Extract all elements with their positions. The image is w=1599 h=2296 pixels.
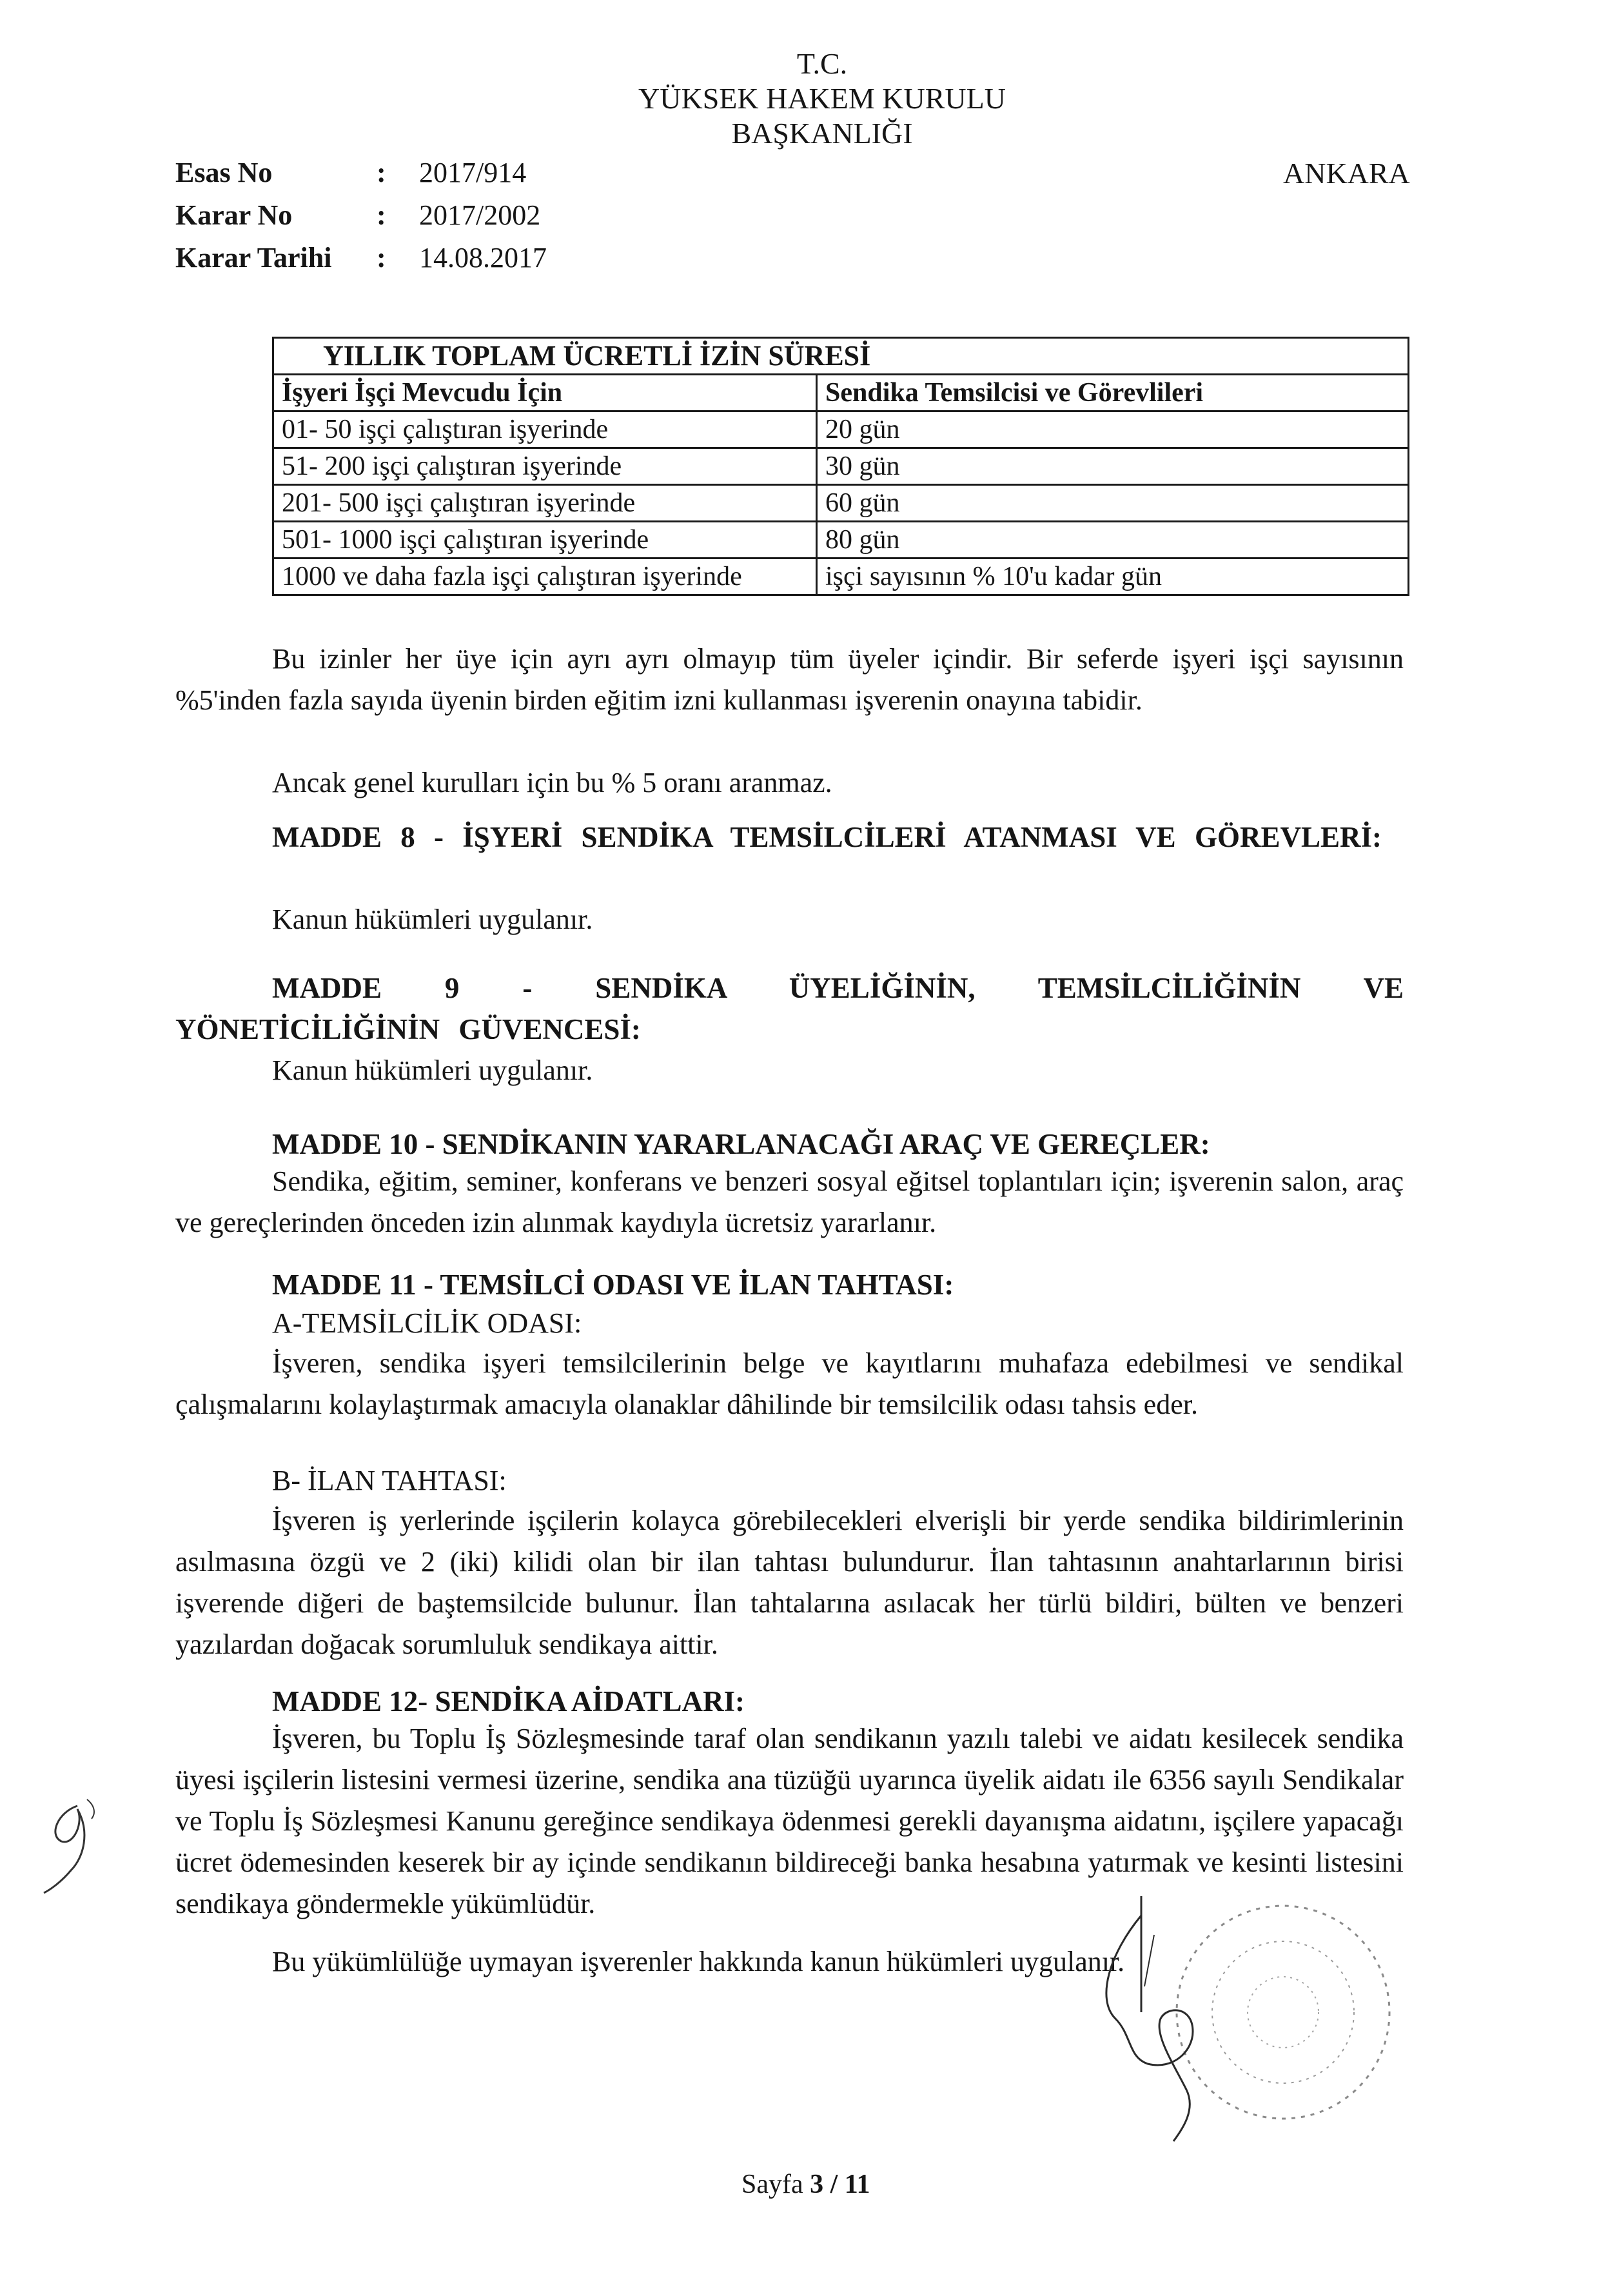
leave-duration-table [272,337,1409,596]
colon: : [377,199,386,231]
table-title-row [273,338,1409,375]
row-days: işçi sayısının % 10'u kadar gün [817,559,1409,595]
madde11-a-title: A-TEMSİLCİLİK ODASI: [272,1307,582,1339]
colon: : [377,157,386,188]
case-metadata [175,152,547,279]
row-range: 01- 50 işçi çalıştıran işyerinde [273,411,817,448]
row-days: 30 gün [817,448,1409,485]
table-header-row [273,375,1409,411]
madde10-text: Sendika, eğitim, seminer, konferans ve benzeri sosyal eğitsel toplantıları için; işverenin salon, araç ve gereçlerinden önceden izin alınmak kaydıyla ücretsiz yararlanır. [175,1165,1404,1238]
col1-header: İşyeri İşçi Mevcudu İçin [273,375,817,411]
madde11-a-text: İşveren, sendika işyeri temsilcilerinin belge ve kayıtlarını muhafaza edebilmesi ve sendikal çalışmalarını kolaylaştırmak amacıyla olanaklar dâhilinde bir temsilcilik odası tahsis eder. [175,1347,1404,1420]
karar-row [175,194,547,237]
tarih-row [175,237,547,279]
header-tc: T.C. [796,47,848,80]
header-office: BAŞKANLIĞI [731,117,913,150]
table-row [273,522,1409,559]
madde12-text: İşveren, bu Toplu İş Sözleşmesinde taraf olan sendikanın yazılı talebi ve aidatı kesilecek sendika üyesi işçilerin listesini vermesi üzerine, sendika ana tüzüğü uyarınca üyelik aidatı ile 6356 sayılı Sendikalar ve Toplu İş Sözleşmesi Kanunu gereğince sendikaya ödenmesi gerekli dayanışma aidatını, işçilere yapacağı ücret ödemesinden keserek bir ay içinde sendikanın bildireceği banka hesabına yatırmak ve kesinti listesini sendikaya göndermekle yükümlüdür. [175,1723,1404,1919]
karar-value: 2017/2002 [419,199,541,231]
madde8-text: Kanun hükümleri uygulanır. [272,904,593,935]
header-org: YÜKSEK HAKEM KURULU [638,82,1006,115]
madde12-title: MADDE 12- SENDİKA AİDATLARI: [272,1685,745,1717]
margin-initial-mark [32,1786,103,1896]
row-days: 80 gün [817,522,1409,559]
page-footer [741,2168,870,2201]
madde11-title: MADDE 11 - TEMSİLCİ ODASI VE İLAN TAHTASI: [272,1269,954,1301]
madde11-b-text: İşveren iş yerlerinde işçilerin kolayca görebilecekleri elverişli bir yerde sendika bildirimlerinin asılmasına özgü ve 2 (iki) kilidi olan bir ilan tahtası bulundurur. İlan tahtasının anahtarlarının birisi işverende diğeri de baştemsilcide bulunur. İlan tahtalarına asılacak her türlü bildiri, bülten ve benzeri yazılardan doğacak sorumluluk sendikaya aittir. [175,1505,1404,1660]
madde9-text: Kanun hükümleri uygulanır. [272,1054,593,1086]
madde9-title: MADDE 9 - SENDİKA ÜYELİĞİNİN, TEMSİLCİLİĞİNİN VE YÖNETİCİLİĞİNİN GÜVENCESİ: [175,972,1404,1045]
row-range: 501- 1000 işçi çalıştıran işyerinde [273,522,817,559]
table-row [273,559,1409,595]
esas-label: Esas No [175,157,273,188]
madde8-title: MADDE 8 - İŞYERİ SENDİKA TEMSİLCİLERİ ATANMASI VE GÖREVLERİ: [272,821,1382,853]
row-range: 201- 500 işçi çalıştıran işyerinde [273,485,817,522]
colon: : [377,242,386,273]
row-days: 20 gün [817,411,1409,448]
karar-label: Karar No [175,199,293,231]
madde12-text2: Bu yükümlülüğe uymayan işverenler hakkında kanun hükümleri uygulanır. [272,1946,1125,1977]
page-label: Sayfa [741,2170,803,2199]
esas-row [175,152,547,194]
table-title: YILLIK TOPLAM ÜCRETLİ İZİN SÜRESİ [273,338,1409,375]
table-row [273,448,1409,485]
table-row [273,411,1409,448]
header-city: ANKARA [1283,157,1410,190]
tarih-value: 14.08.2017 [419,242,547,273]
tarih-label: Karar Tarihi [175,242,332,273]
row-range: 1000 ve daha fazla işçi çalıştıran işyerinde [273,559,817,595]
row-days: 60 gün [817,485,1409,522]
paragraph-leave-note: Bu izinler her üye için ayrı ayrı olmayıp tüm üyeler içindir. Bir seferde işyeri işçi sayısının %5'inden fazla sayıda üyenin birden eğitim izni kullanması işverenin onayına tabidir. [175,643,1404,716]
table-row [273,485,1409,522]
madde11-b-title: B- İLAN TAHTASI: [272,1465,507,1496]
esas-value: 2017/914 [419,157,527,188]
page-number: 3 / 11 [810,2170,870,2199]
paragraph-general-assembly: Ancak genel kurulları için bu % 5 oranı aranmaz. [272,767,832,798]
col2-header: Sendika Temsilcisi ve Görevlileri [817,375,1409,411]
row-range: 51- 200 işçi çalıştıran işyerinde [273,448,817,485]
madde10-title: MADDE 10 - SENDİKANIN YARARLANACAĞI ARAÇ VE GEREÇLER: [272,1128,1210,1160]
